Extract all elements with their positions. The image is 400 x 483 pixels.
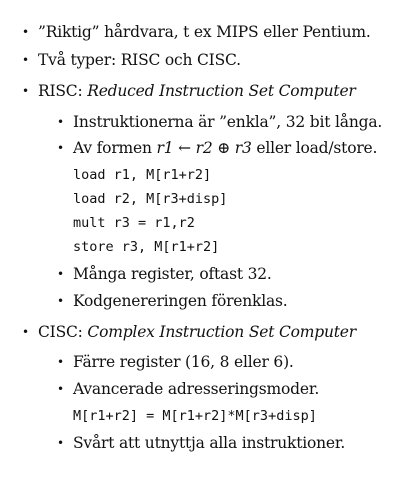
bullet-dot: • [57, 355, 65, 369]
bullet-dot: • [57, 267, 65, 281]
code-line: mult r3 = r1,r2 [73, 215, 195, 231]
list-item-risc [38, 81, 356, 101]
bullet-dot: • [57, 382, 65, 396]
list-item-cisc [38, 322, 356, 342]
risc-expansion: Reduced Instruction Set Computer [87, 82, 356, 100]
formula: r1 ← r2 ⊕ r3 [156, 139, 252, 157]
bullet-dot: • [57, 141, 65, 155]
av-formen-prefix: Av formen [73, 139, 157, 157]
code-line: M[r1+r2] = M[r1+r2]*M[r3+disp] [73, 408, 317, 424]
bullet-dot: • [57, 294, 65, 308]
code-line: load r1, M[r1+r2] [73, 167, 212, 183]
av-formen-suffix: eller load/store. [251, 139, 378, 157]
bullet-dot: • [22, 25, 30, 39]
sub-item-enkla-instruktioner: Instruktionerna är ”enkla”, 32 bit långa. [73, 113, 383, 131]
code-line: store r3, M[r1+r2] [73, 239, 220, 255]
cisc-label: CISC: [38, 323, 88, 341]
sub-item-farre-register: Färre register (16, 8 eller 6). [73, 353, 294, 371]
bullet-dot: • [57, 115, 65, 129]
bullet-dot: • [22, 53, 30, 67]
list-item-riktig-hardvara: ”Riktig” hårdvara, t ex MIPS eller Pentium. [38, 23, 371, 41]
sub-item-manga-register: Många register, oftast 32. [73, 265, 272, 283]
cisc-expansion: Complex Instruction Set Computer [87, 323, 356, 341]
code-line: load r2, M[r3+disp] [73, 191, 228, 207]
sub-item-svart-att-utnyttja: Svårt att utnyttja alla instruktioner. [73, 434, 346, 452]
bullet-dot: • [22, 84, 30, 98]
bullet-dot: • [22, 325, 30, 339]
sub-item-adresseringsmoder: Avancerade adresseringsmoder. [73, 380, 320, 398]
sub-item-av-formen [73, 138, 377, 158]
list-item-tva-typer: Två typer: RISC och CISC. [38, 51, 241, 69]
risc-label: RISC: [38, 82, 88, 100]
sub-item-kodgenerering: Kodgenereringen förenklas. [73, 292, 288, 310]
bullet-dot: • [57, 436, 65, 450]
